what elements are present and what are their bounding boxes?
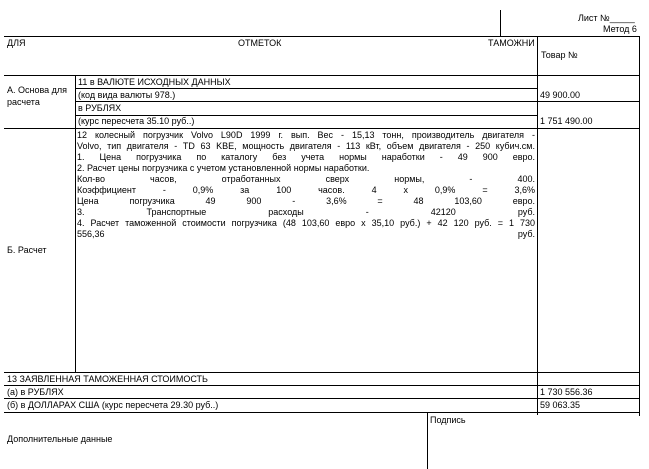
- calc-line: Цена погрузчика 49 900 - 3,6% = 48 103,60 евро.: [77, 196, 535, 206]
- sheet-label: Лист №_____: [578, 13, 635, 23]
- row13a-hline: [4, 398, 639, 399]
- row13b-hline: [4, 412, 639, 413]
- header-col-mid: ОТМЕТОК: [238, 38, 282, 48]
- row11-label: 11 в ВАЛЮТЕ ИСХОДНЫХ ДАННЫХ: [78, 77, 231, 87]
- right-col-vline: [537, 36, 538, 415]
- header-col-right: ТАМОЖНИ: [488, 38, 535, 48]
- right-border-vline: [639, 36, 640, 416]
- signature-label: Подпись: [430, 415, 466, 425]
- header-col-left: ДЛЯ: [7, 38, 26, 48]
- top-right-vline: [500, 10, 501, 36]
- calc-line: 1. Цена погрузчика по каталогу без учета нормы наработки - 49 900 евро.: [77, 152, 535, 162]
- section-13a-label: (а) в РУБЛЯХ: [7, 387, 64, 397]
- row-code-hline: [75, 101, 639, 102]
- calc-line: 2. Расчет цены погрузчика с учетом установленной нормы наработки.: [77, 163, 370, 173]
- calc-line: Коэффициент - 0,9% за 100 часов. 4 х 0,9% = 3,6%: [77, 185, 535, 195]
- rubles-value: 1 751 490.00: [540, 116, 593, 126]
- calc-line: 12 колесный погрузчик Volvo L90D 1999 г. вып. Вес - 15,13 тонн, производитель двигателя -: [77, 130, 535, 140]
- section-13a-value: 1 730 556.36: [540, 387, 593, 397]
- currency-code: (код вида валюты 978.): [78, 90, 176, 100]
- calc-line: 556,36 руб.: [77, 229, 535, 239]
- section-13b-value: 59 063.35: [540, 400, 581, 410]
- currency-value: 49 900.00: [540, 90, 581, 100]
- section-b-top-hline: [4, 128, 639, 129]
- header-hline: [4, 36, 639, 37]
- product-label: Товар №: [541, 50, 578, 60]
- calc-line: Volvo, тип двигателя - TD 63 KBE, мощность двигателя - 113 кВт, объем двигателя - 250 кубич.см.: [77, 141, 535, 151]
- section-13-top-hline: [4, 372, 639, 373]
- section-13-title: 13 ЗАЯВЛЕННАЯ ТАМОЖЕННАЯ СТОИМОСТЬ: [7, 374, 208, 384]
- signature-vline: [427, 412, 428, 469]
- in-rubles-label: в РУБЛЯХ: [78, 103, 122, 113]
- section-13b-label: (б) в ДОЛЛАРАХ США (курс пересчета 29.30 руб..): [7, 400, 219, 410]
- row13-hline: [4, 385, 639, 386]
- calc-text: [77, 130, 535, 240]
- section-a-label: А. Основа для расчета: [7, 85, 68, 107]
- calc-line: Кол-во часов, отработанных сверх нормы, - 400.: [77, 174, 535, 184]
- exchange-rate: (курс пересчета 35.10 руб..): [78, 116, 195, 126]
- row11-hline: [75, 88, 537, 89]
- inner-left-vline: [75, 75, 76, 372]
- method-label: Метод 6: [603, 24, 637, 34]
- calc-line: 4. Расчет таможенной стоимости погрузчика (48 103,60 евро х 35,10 руб.) + 42 120 руб. = 1 730: [77, 218, 535, 228]
- section-b-label: Б. Расчет: [7, 245, 47, 255]
- calc-line: 3. Транспортные расходы - 42120 руб.: [77, 207, 535, 217]
- section-a-top-hline: [4, 75, 639, 76]
- additional-data-label: Дополнительные данные: [7, 434, 113, 444]
